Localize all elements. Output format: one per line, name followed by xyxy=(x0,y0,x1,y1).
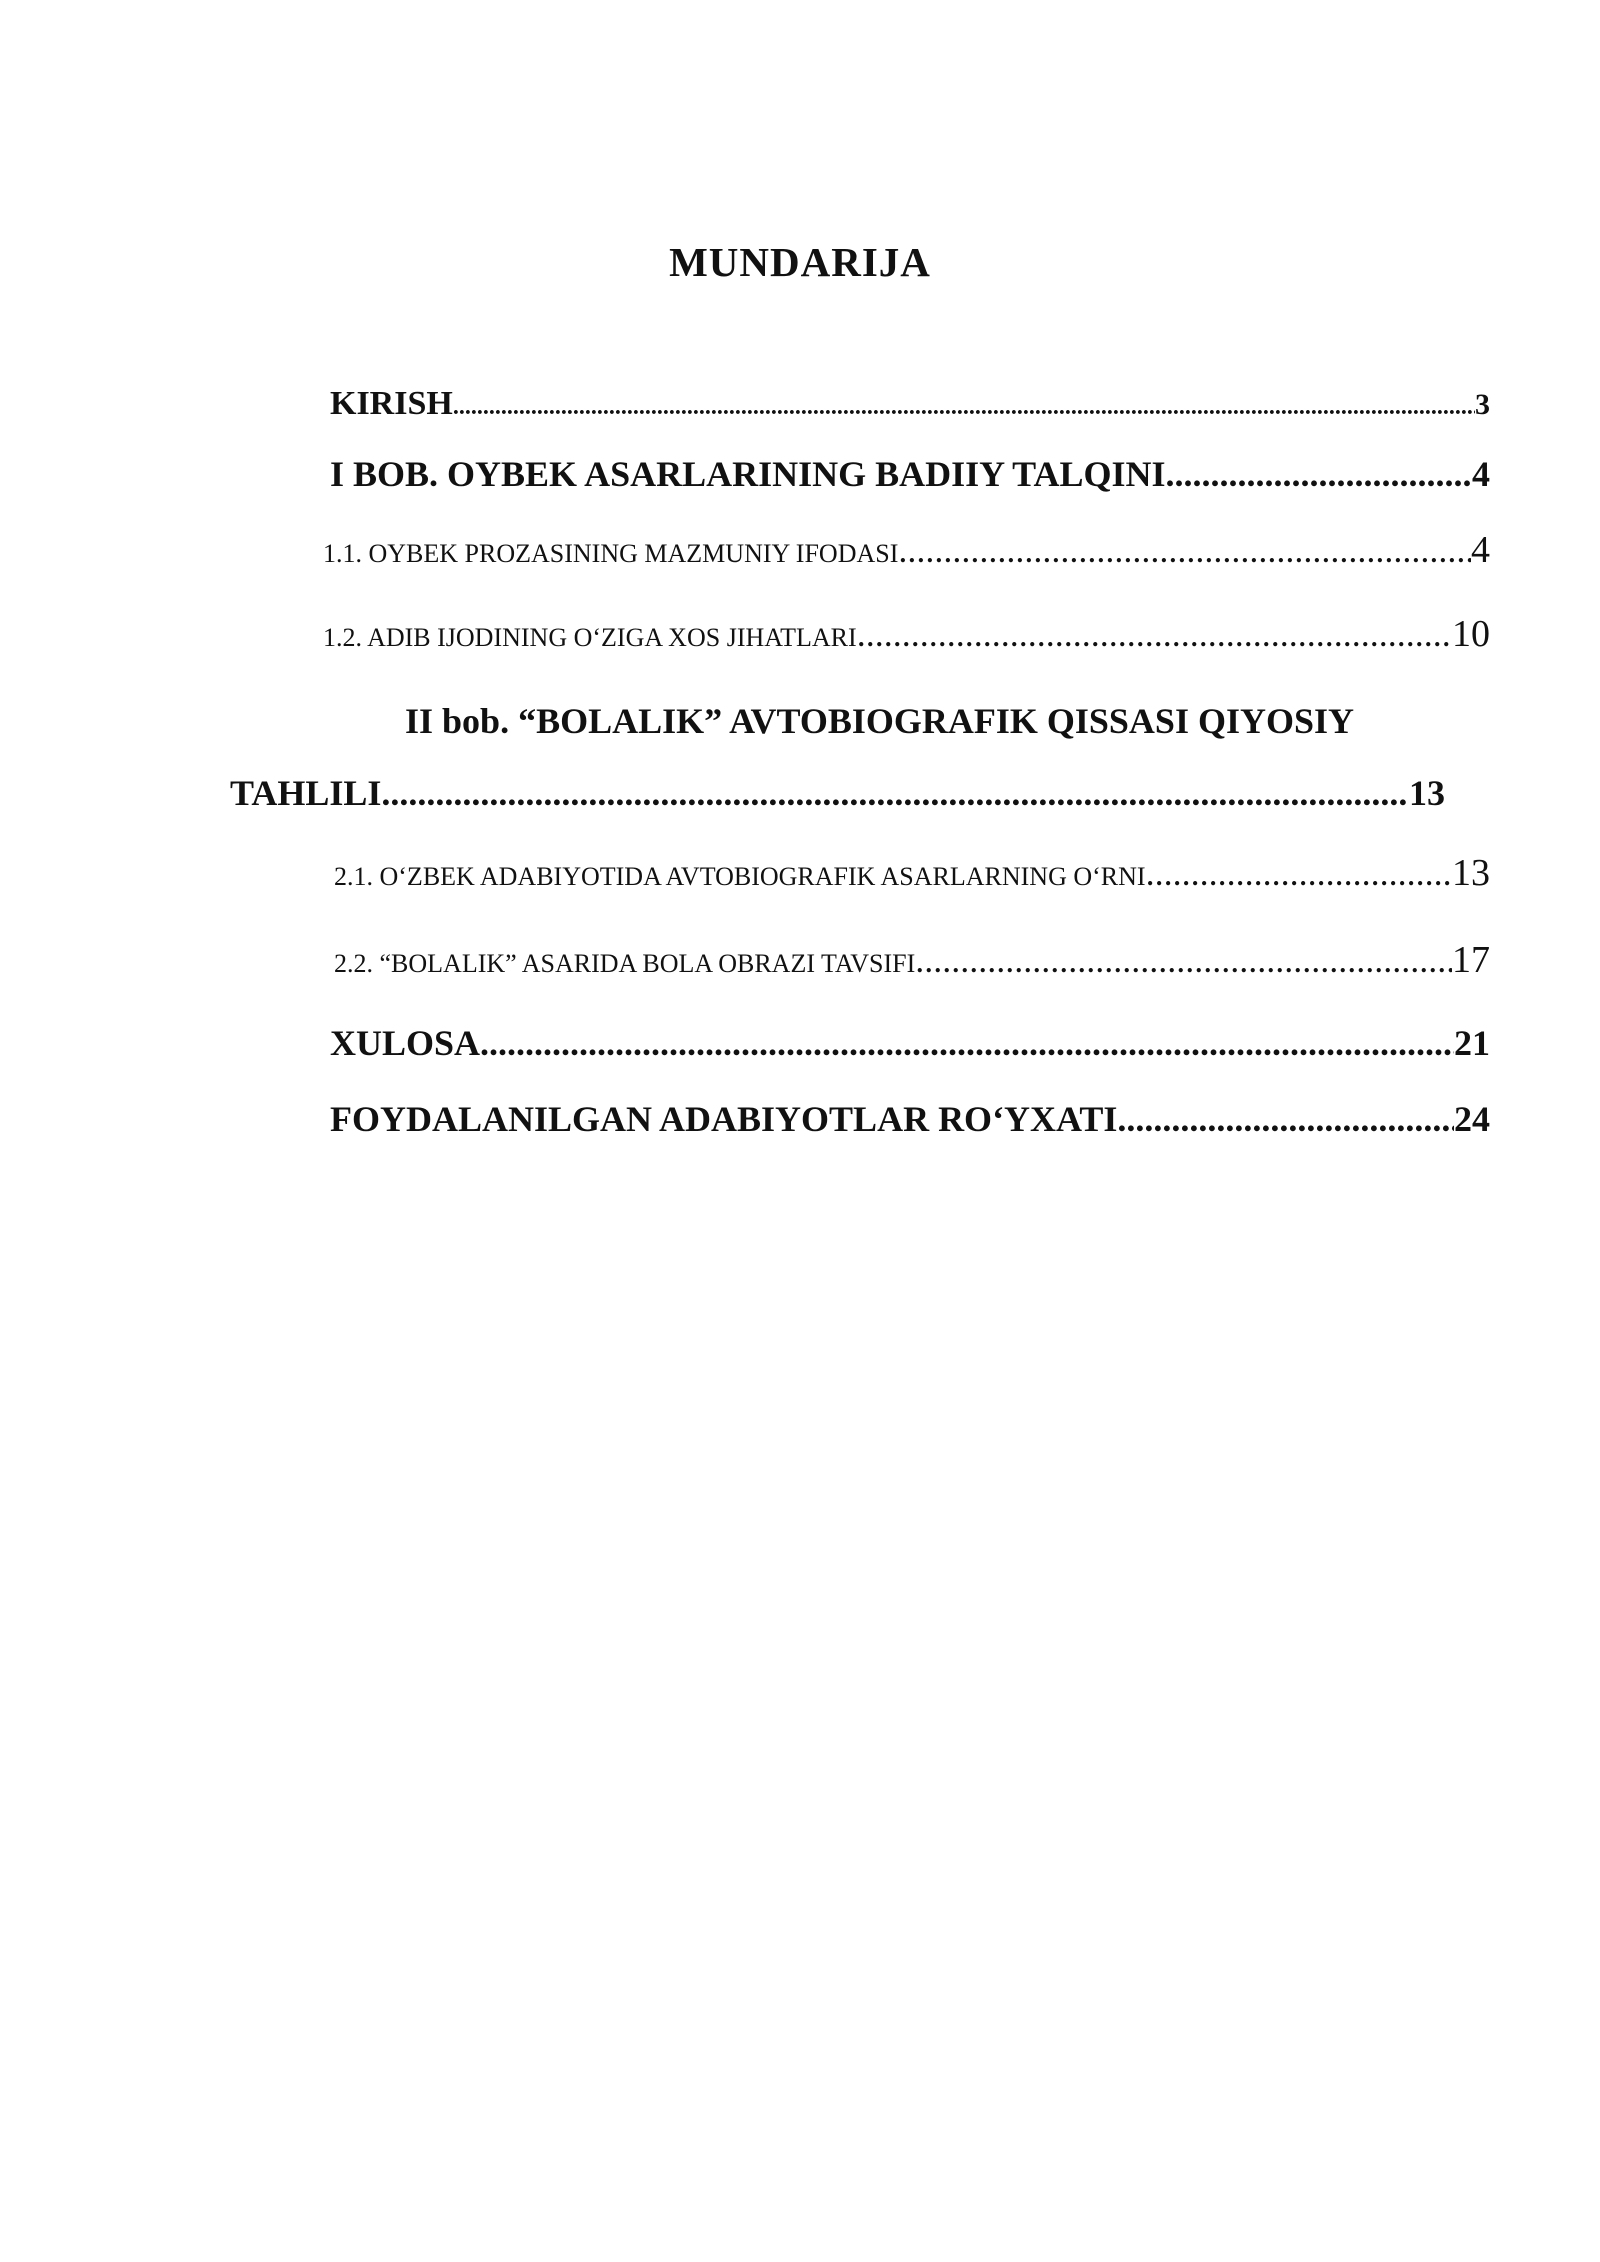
toc-page-number: 10 xyxy=(1452,613,1490,655)
toc-page-number: 3 xyxy=(1475,388,1490,421)
toc-label: 2.2. “BOLALIK” ASARIDA BOLA OBRAZI TAVSIFI xyxy=(334,949,916,978)
toc-leader xyxy=(915,939,1452,981)
toc-entry-1-2[interactable] xyxy=(323,612,1490,656)
toc-leader xyxy=(480,1022,1454,1064)
toc-label: 2.1. O‘ZBEK ADABIYOTIDA AVTOBIOGRAFIK ASARLARNING O‘RNI xyxy=(334,862,1146,891)
toc-entry-adabiyotlar[interactable] xyxy=(330,1098,1490,1140)
toc-page-number: 4 xyxy=(1472,454,1490,494)
toc-label: 1.2. ADIB IJODINING O‘ZIGA XOS JIHATLARI xyxy=(323,623,857,652)
toc-label: KIRISH xyxy=(330,385,453,422)
toc-page-number: 13 xyxy=(1452,852,1490,894)
toc-entry-2-2[interactable] xyxy=(334,938,1490,982)
toc-leader xyxy=(898,529,1471,571)
toc-label: I BOB. OYBEK ASARLARINING BADIIY TALQINI xyxy=(330,454,1166,494)
toc-leader xyxy=(1146,852,1452,894)
toc-label: TAHLILI xyxy=(230,773,382,813)
toc-page-number: 13 xyxy=(1409,773,1445,813)
toc-leader xyxy=(1166,453,1472,495)
toc-label: XULOSA xyxy=(330,1023,481,1063)
toc-entry-bob2-line1[interactable]: II bob. “BOLALIK” AVTOBIOGRAFIK QISSASI QIYOSIY xyxy=(405,701,1354,741)
toc-leader xyxy=(1117,1098,1454,1140)
toc-page-number: 24 xyxy=(1454,1099,1490,1139)
toc-leader xyxy=(381,772,1409,814)
toc-page-number: 17 xyxy=(1452,939,1490,981)
toc-entry-kirish[interactable] xyxy=(330,385,1490,423)
toc-label: FOYDALANILGAN ADABIYOTLAR RO‘YXATI xyxy=(330,1099,1118,1139)
toc-entry-1-1[interactable] xyxy=(323,528,1490,572)
toc-label: 1.1. OYBEK PROZASINING MAZMUNIY IFODASI xyxy=(323,539,899,568)
toc-page-number: 4 xyxy=(1471,529,1490,571)
toc-entry-bob2[interactable] xyxy=(230,772,1445,814)
page-title: MUNDARIJA xyxy=(669,239,931,285)
toc-page-number: 21 xyxy=(1454,1023,1490,1063)
toc-leader xyxy=(857,613,1452,655)
toc-entry-bob1[interactable] xyxy=(330,453,1490,495)
toc-leader xyxy=(453,394,1475,421)
toc-entry-2-1[interactable] xyxy=(334,851,1490,895)
toc-entry-xulosa[interactable] xyxy=(330,1022,1490,1064)
